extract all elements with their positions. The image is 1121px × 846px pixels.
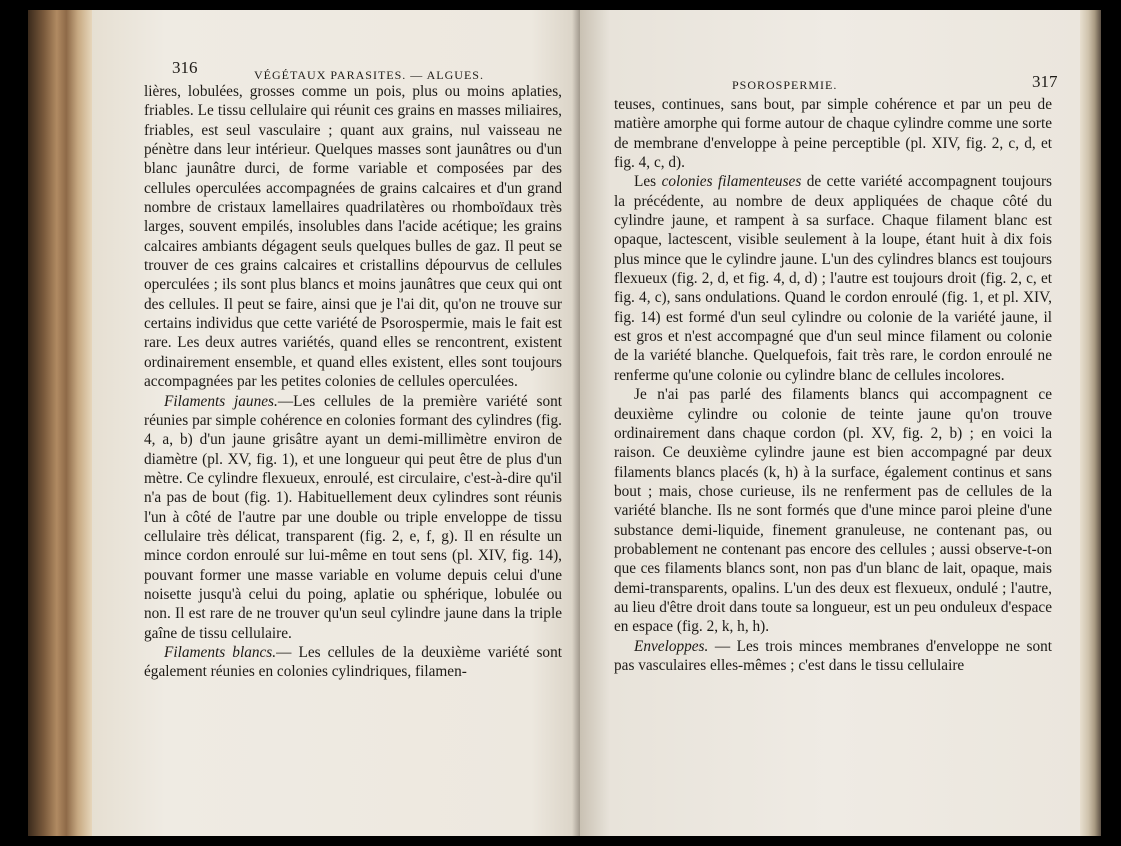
section-heading: Filaments blancs. xyxy=(164,643,277,661)
paragraph: Filaments jaunes.—Les cellules de la première variété sont réunies par simple cohérence en colonies formant des cylindres (fig. 4, a, b) d'un jaune grisâtre ayant un demi-millimètre environ de diamètre (pl. XV, fig. 1), et une longueur qui peut être de plus d'un mètre. Ce cylindre flexueux, enroulé, est circulaire, c'est-à-dire qu'il n'a pas de bout (fig. 1). Habituellement deux cylindres sont réunis l'un à côté de l'autre par une double ou triple enveloppe de tissu cellulaire très délicat, transparent (fig. 2, e, f, g). Il en résulte un mince cordon enroulé sur lui-même en tout sens (pl. XIV, fig. 14), pouvant former une masse variable en volume depuis celui d'une noisette jusqu'à celui du poing, aplatie ou sphérique, lobulée ou non. Il est rare de ne trouver qu'un seul cylindre jaune dans la triple gaîne de tissu cellulaire. xyxy=(144,392,562,642)
right-body-text xyxy=(614,95,1052,675)
book-edge-right xyxy=(1080,10,1101,836)
paragraph: Enveloppes. — Les trois minces membranes d'enveloppe ne sont pas vasculaires elles-mêmes ; c'est dans le tissu cellulaire xyxy=(614,637,1052,674)
left-page xyxy=(92,10,580,836)
right-page xyxy=(580,10,1080,836)
running-head-right: PSOROSPERMIE. xyxy=(732,78,838,92)
page-number-left: 316 xyxy=(172,58,198,77)
page-number-right: 317 xyxy=(1032,72,1058,91)
paragraph: Les colonies filamenteuses de cette variété accompagnent toujours la précédente, au nombre de deux appliquées de chaque côté du cylindre jaune, et rampent à sa surface. Chaque filament blanc est opaque, lactescent, visible seulement à la loupe, étant huit à dix fois plus mince que le cylindre jaune. L'un des cylindres blancs est toujours flexueux (fig. 2, d, et fig. 4, d, d) ; l'autre est toujours droit (fig. 2, c, et fig. 4, c), sans ondulations. Quand le cordon enroulé (fig. 1, et pl. XIV, fig. 14) est formé d'un seul cylindre ou colonie de la variété jaune, il est gros et n'est accompagné que d'un seul mince filament ou colonie de la variété blanche. Quelquefois, fait très rare, le cordon enroulé ne renferme qu'une colonie ou cylindre blanc de cellules incolores. xyxy=(614,173,1052,384)
paragraph: teuses, continues, sans bout, par simple cohérence et par un peu de matière amorphe qui forme autour de chaque cylindre comme une sorte de membrane d'enveloppe à peine perceptible (pl. XIV, fig. 2, c, d, et fig. 4, c, d). xyxy=(614,96,1052,172)
paragraph: lières, lobulées, grosses comme un pois, plus ou moins aplaties, friables. Le tissu cellulaire qui réunit ces grains en masses miliaires, friables, est seul vasculaire ; quant aux grains, nul vaisseau ne pénètre dans leur intérieur. Quelques masses sont jaunâtres ou d'un blanc jaunâtre durci, de forme variable et composées par des cellules operculées accompagnées de grains calcaires et d'un grand nombre de cristaux lamellaires quadrilatères ou rhomboïdaux très larges, souvent empilés, insolubles dans l'acide acétique; les grains calcaires ambiants dégagent seuls quelques bulles de gaz. Il peut se trouver de ces grains calcaires et cristallins dépourvus de cellules operculées ; ils sont plus blancs et moins jaunâtres que ceux qui ont des cellules. Il peut se faire, ainsi que je l'ai dit, qu'on ne trouve sur certains individus que cette variété de Psorospermie, mais le fait est rare. Les deux autres variétés, quand elles se rencontrent, existent ordinairement ensemble, et quand elles existent, elles sont toujours accompagnées par les petites colonies de cellules operculées. xyxy=(144,83,562,391)
left-body-text xyxy=(144,82,562,682)
book-edge-left xyxy=(28,10,92,836)
section-heading: Filaments jaunes. xyxy=(164,392,278,410)
running-head-left: VÉGÉTAUX PARASITES. — ALGUES. xyxy=(254,68,484,82)
section-heading: Enveloppes. xyxy=(634,637,709,655)
paragraph: Filaments blancs.— Les cellules de la deuxième variété sont également réunies en colonies cylindriques, filamen- xyxy=(144,643,562,681)
paragraph: Je n'ai pas parlé des filaments blancs qui accompagnent ce deuxième cylindre ou colonie de teinte jaune qu'on trouve ordinairement dans chaque cordon (pl. XV, fig. 2, b) ; en voici la raison. Ce deuxième cylindre jaune est bien accompagné par deux filaments blancs placés (k, h) à la surface, également continus et sans bout ; mais, chose curieuse, ils ne renferment pas de cellules de la variété blanche. Ils ne sont formés que d'une mince paroi pleine d'une substance demi-liquide, finement granuleuse, ne contenant pas, ou probablement ne contenant pas encore des cellules ; aussi observe-t-on que ces filaments blancs sont, non pas d'un blanc de lait, opaque, mais demi-transparents, opalins. L'un des deux est flexueux, ondulé ; l'autre, au lieu d'être droit dans toute sa longueur, est un peu onduleux d'espace en espace (fig. 2, k, h, h). xyxy=(614,386,1052,636)
emphasis: colonies filamenteuses xyxy=(661,173,802,191)
